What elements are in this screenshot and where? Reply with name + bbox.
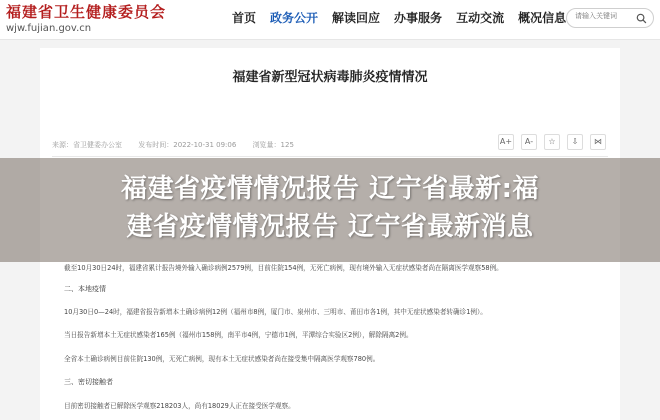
font-decrease-button[interactable]: A- [521, 134, 537, 150]
font-increase-button[interactable]: A+ [498, 134, 514, 150]
main-nav [232, 9, 580, 27]
article-meta [52, 140, 308, 150]
meta-divider [52, 156, 608, 157]
article-paragraph: 全省本土确诊病例目前住院130例，无死亡病例，现有本土无症状感染者尚在接受集中隔离医学观察780例。 [64, 355, 380, 363]
site-name: 福建省卫生健康委员会 [6, 3, 167, 21]
share-button[interactable]: ⋈ [590, 134, 606, 150]
nav-item-interpretation[interactable]: 解读回应 [332, 11, 381, 25]
search-icon[interactable] [636, 13, 647, 24]
headline-overlay [0, 158, 660, 262]
article-title: 福建省新型冠状病毒肺炎疫情情况 [232, 70, 428, 85]
article-source: 来源：省卫健委办公室 [52, 141, 122, 149]
site-header [0, 0, 660, 40]
search-input[interactable] [575, 12, 635, 20]
nav-item-home[interactable]: 首页 [232, 11, 257, 25]
article-paragraph: 目前密切接触者已解除医学观察218203人，尚有18029人正在接受医学观察。 [64, 402, 295, 410]
article-paragraph: 截至10月30日24时，福建省累计报告境外输入确诊病例2579例，目前住院154例，无死亡病例，现有境外输入无症状感染者尚在隔离医学观察58例。 [64, 264, 503, 272]
site-logo[interactable] [6, 3, 166, 35]
nav-item-government-affairs[interactable]: 政务公开 [270, 11, 319, 25]
search-box [566, 8, 654, 28]
article-paragraph: 10月30日0—24时，福建省报告新增本土确诊病例12例（福州市8例，厦门市、泉州市、三明市、莆田市各1例，其中无症状感染者转确诊1例）。 [64, 308, 487, 316]
nav-item-interaction[interactable]: 互动交流 [456, 11, 505, 25]
overlay-headline [0, 170, 660, 246]
article-tools [498, 134, 613, 150]
article-views: 浏览量：125 [252, 141, 294, 149]
nav-item-overview[interactable]: 概况信息 [518, 11, 567, 25]
overlay-line-1: 福建省疫情情况报告 辽宁省最新:福 [121, 174, 539, 204]
overlay-line-2: 建省疫情情况报告 辽宁省最新消息 [126, 212, 534, 242]
section-heading: 三、密切接触者 [64, 378, 113, 386]
article-paragraph: 当日报告新增本土无症状感染者165例（福州市158例，南平市4例，宁德市1例，平潭综合实验区2例），解除隔离2例。 [64, 331, 413, 339]
nav-item-services[interactable]: 办事服务 [394, 11, 443, 25]
site-url: wjw.fujian.gov.cn [6, 23, 92, 34]
article-date: 发布时间：2022-10-31 09:06 [138, 141, 237, 149]
section-heading: 二、本地疫情 [64, 285, 106, 293]
download-button[interactable]: ⇩ [567, 134, 583, 150]
favorite-button[interactable]: ☆ [544, 134, 560, 150]
